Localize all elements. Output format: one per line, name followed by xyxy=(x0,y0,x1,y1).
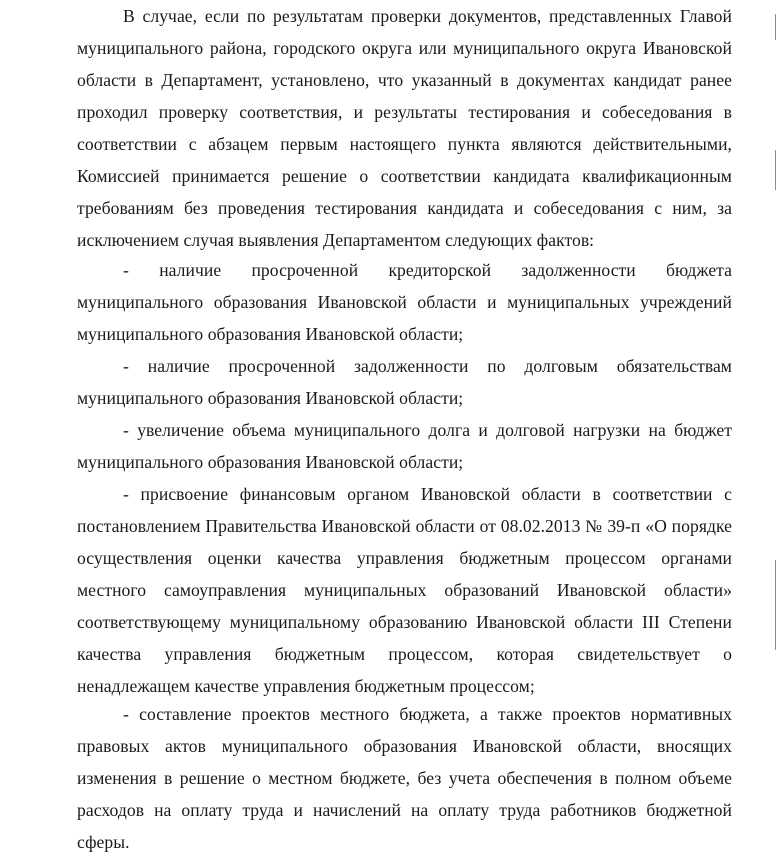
scan-edge-mark xyxy=(775,150,776,190)
scan-edge-mark xyxy=(775,14,776,40)
list-item-budget-drafting: - составление проектов местного бюджета, а также проектов нормативных правовых актов муниципального образования Ивановской области, вносящих изменения в решение о местном бюджете, без учета обеспечения в полном объеме расходов на оплату труда и начислений на оплату труда работников бюджетной сферы. xyxy=(77,704,732,852)
list-item-overdue-debt: - наличие просроченной задолженности по долговым обязательствам муниципального образования Ивановской области; xyxy=(77,356,732,408)
scan-edge-mark xyxy=(775,560,776,650)
list-item-overdue-payables: - наличие просроченной кредиторской задолженности бюджета муниципального образования Ивановской области и муниципальных учреждений муниципального образования Ивановской области; xyxy=(77,260,732,344)
list-item-quality-rating: - присвоение финансовым органом Ивановской области в соответствии с постановлением Правительства Ивановской области от 08.02.2013 № 39-п «О порядке осуществления оценки качества управления бюджетным процессом органами местного самоуправления муниципальных образований Ивановской области» соответствующему муниципальному образованию Ивановской области III Степени качества управления бюджетным процессом, которая свидетельствует о ненадлежащем качестве управления бюджетным процессом; xyxy=(77,484,732,696)
paragraph-intro: В случае, если по результатам проверки документов, представленных Главой муниципального района, городского округа или муниципального округа Ивановской области в Департамент, установлено, что указанный в документах кандидат ранее проходил проверку соответствия, и результаты тестирования и собеседования в соответствии с абзацем первым настоящего пункта являются действительными, Комиссией принимается решение о соответствии кандидата квалификационным требованиям без проведения тестирования кандидата и собеседования с ним, за исключением случая выявления Департаментом следующих фактов: xyxy=(77,6,732,250)
list-item-debt-increase: - увеличение объема муниципального долга и долговой нагрузки на бюджет муниципального образования Ивановской области; xyxy=(77,420,732,472)
